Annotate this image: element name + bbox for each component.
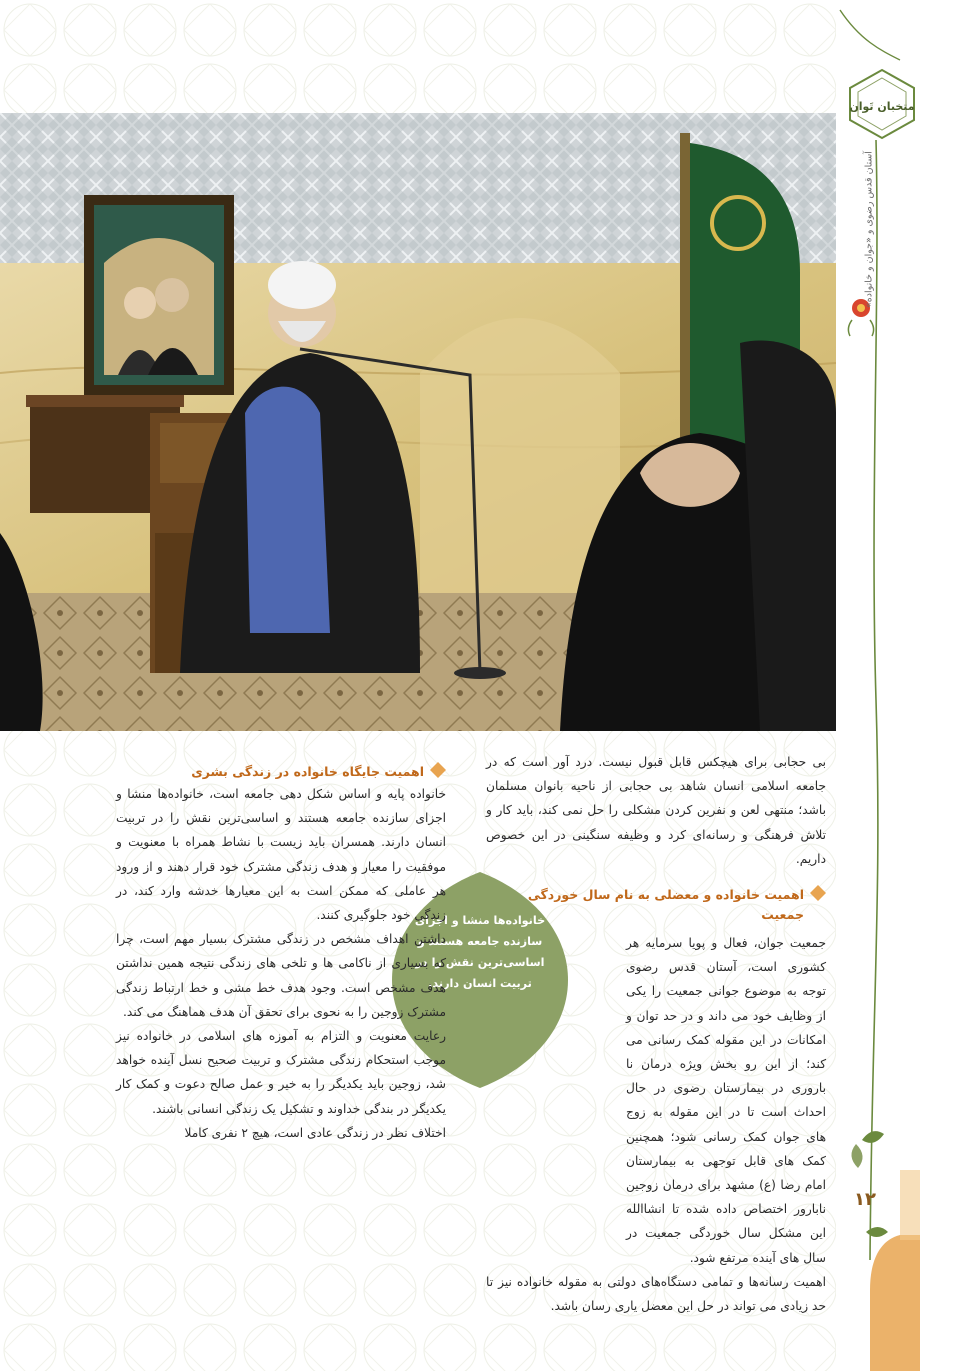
section-heading bbox=[116, 762, 446, 782]
paragraph: داشتن اهداف مشخص در زندگی مشترک بسیار مهم است، چرا که بسیاری از ناکامی ها و تلخی های زندگی نتیجه همین نداشتن هدف مشخص است. وجود هدف خط مشی و خط ارتباط زندگی مشترک زوجین را به نحوی برای تحقق آن هدف هماهنگ می کند. bbox=[116, 932, 446, 1019]
paragraph: بی حجابی برای هیچکس قابل قبول نیست. درد آور است که در جامعه اسلامی انسان شاهد بی حجابی از ناحیه بانوان مسلمان باشد؛ منتهی لعن و نفرین کردن مشکلی را حل نمی کند، باید کار و تلاش فرهنگی و رسانه‌ای کرد و وظیفه سنگینی در این خصوص داریم. bbox=[486, 755, 826, 866]
heading-bullet-icon bbox=[430, 762, 446, 778]
main-photo bbox=[0, 113, 836, 731]
paragraph: اهمیت رسانه‌ها و تمامی دستگاه‌های دولتی به مقوله خانواده نیز تا حد زیادی می تواند در حل این معضل یاری رسان باشد. bbox=[486, 1274, 826, 1314]
sidebar-decoration bbox=[836, 0, 966, 1371]
heading-bullet-icon bbox=[810, 885, 826, 901]
right-column bbox=[486, 750, 826, 1318]
logo-text: متخبان تَوان bbox=[849, 100, 915, 113]
pull-quote-text: خانواده‌ها منشا و اجزای سازنده جامعه هستند و اساسی‌ترین نقش را در تربیت انسان دارند. bbox=[414, 914, 546, 990]
paragraph: خانواده پایه و اساس شکل دهی جامعه است، خانواده‌ها منشا و اجزای سازنده جامعه هستند و اساسی‌ترین نقش را در تربیت انسان دارند. همسران باید زیست با نشاط همراه با معنویت و موفقیت را معیار و هدف زندگی مشترک خود قرار دهند و از ورود هر عاملی که ممکن است به این معیارها خدشه وارد کند، در زندگی خود جلوگیری کنند. bbox=[116, 787, 446, 923]
section-heading bbox=[486, 885, 826, 925]
section-heading-text: اهمیت جایگاه خانواده در زندگی بشری bbox=[191, 764, 424, 779]
paragraph: رعایت معنویت و التزام به آموزه های اسلامی در خانواده نیز موجب استحکام زندگی مشترک و تربیت صحیح نسل آینده خواهد شد، زوجین باید یکدیگر را به خیر و عمل صالح دعوت و کمک کار یکدیگر در بندگی خداوند و تشکیل یک زندگی انسانی باشند. bbox=[116, 1029, 446, 1116]
magazine-section-title: آستان قدس رضوی و «جوان و خانواده» bbox=[863, 151, 875, 309]
left-column bbox=[116, 762, 446, 1145]
paragraph: اختلاف نظر در زندگی عادی است، هیچ ۲ نفری کاملا bbox=[184, 1125, 446, 1140]
paragraph: جمعیت جوان، فعال و پویا سرمایه هر کشوری است، آستان قدس رضوی توجه به موضوع جوانی جمعیت را یکی از وظایف خود می داند و در حد توان و امکانات در این مقوله کمک رسانی می کند؛ از این رو بخش ویژه درمان نا باروری در بیمارستان رضوی در حال احداث است تا در این مقوله به زوج های جوان کمک رسانی شود؛ همچنین کمک های قابل توجهی به بیمارستان امام رضا (ع) مشهد برای درمان زوجین نابارور اختصاص داده شده تا انشاالله این مشکل سال خوردگی جمعیت در سال های آینده مرتفع شود. bbox=[626, 936, 826, 1265]
magazine-logo bbox=[846, 68, 918, 140]
page-number: ۱۲ bbox=[854, 1189, 876, 1210]
section-heading-text: اهمیت خانواده و معضلی به نام سال خوردگی جمعیت bbox=[527, 887, 804, 923]
